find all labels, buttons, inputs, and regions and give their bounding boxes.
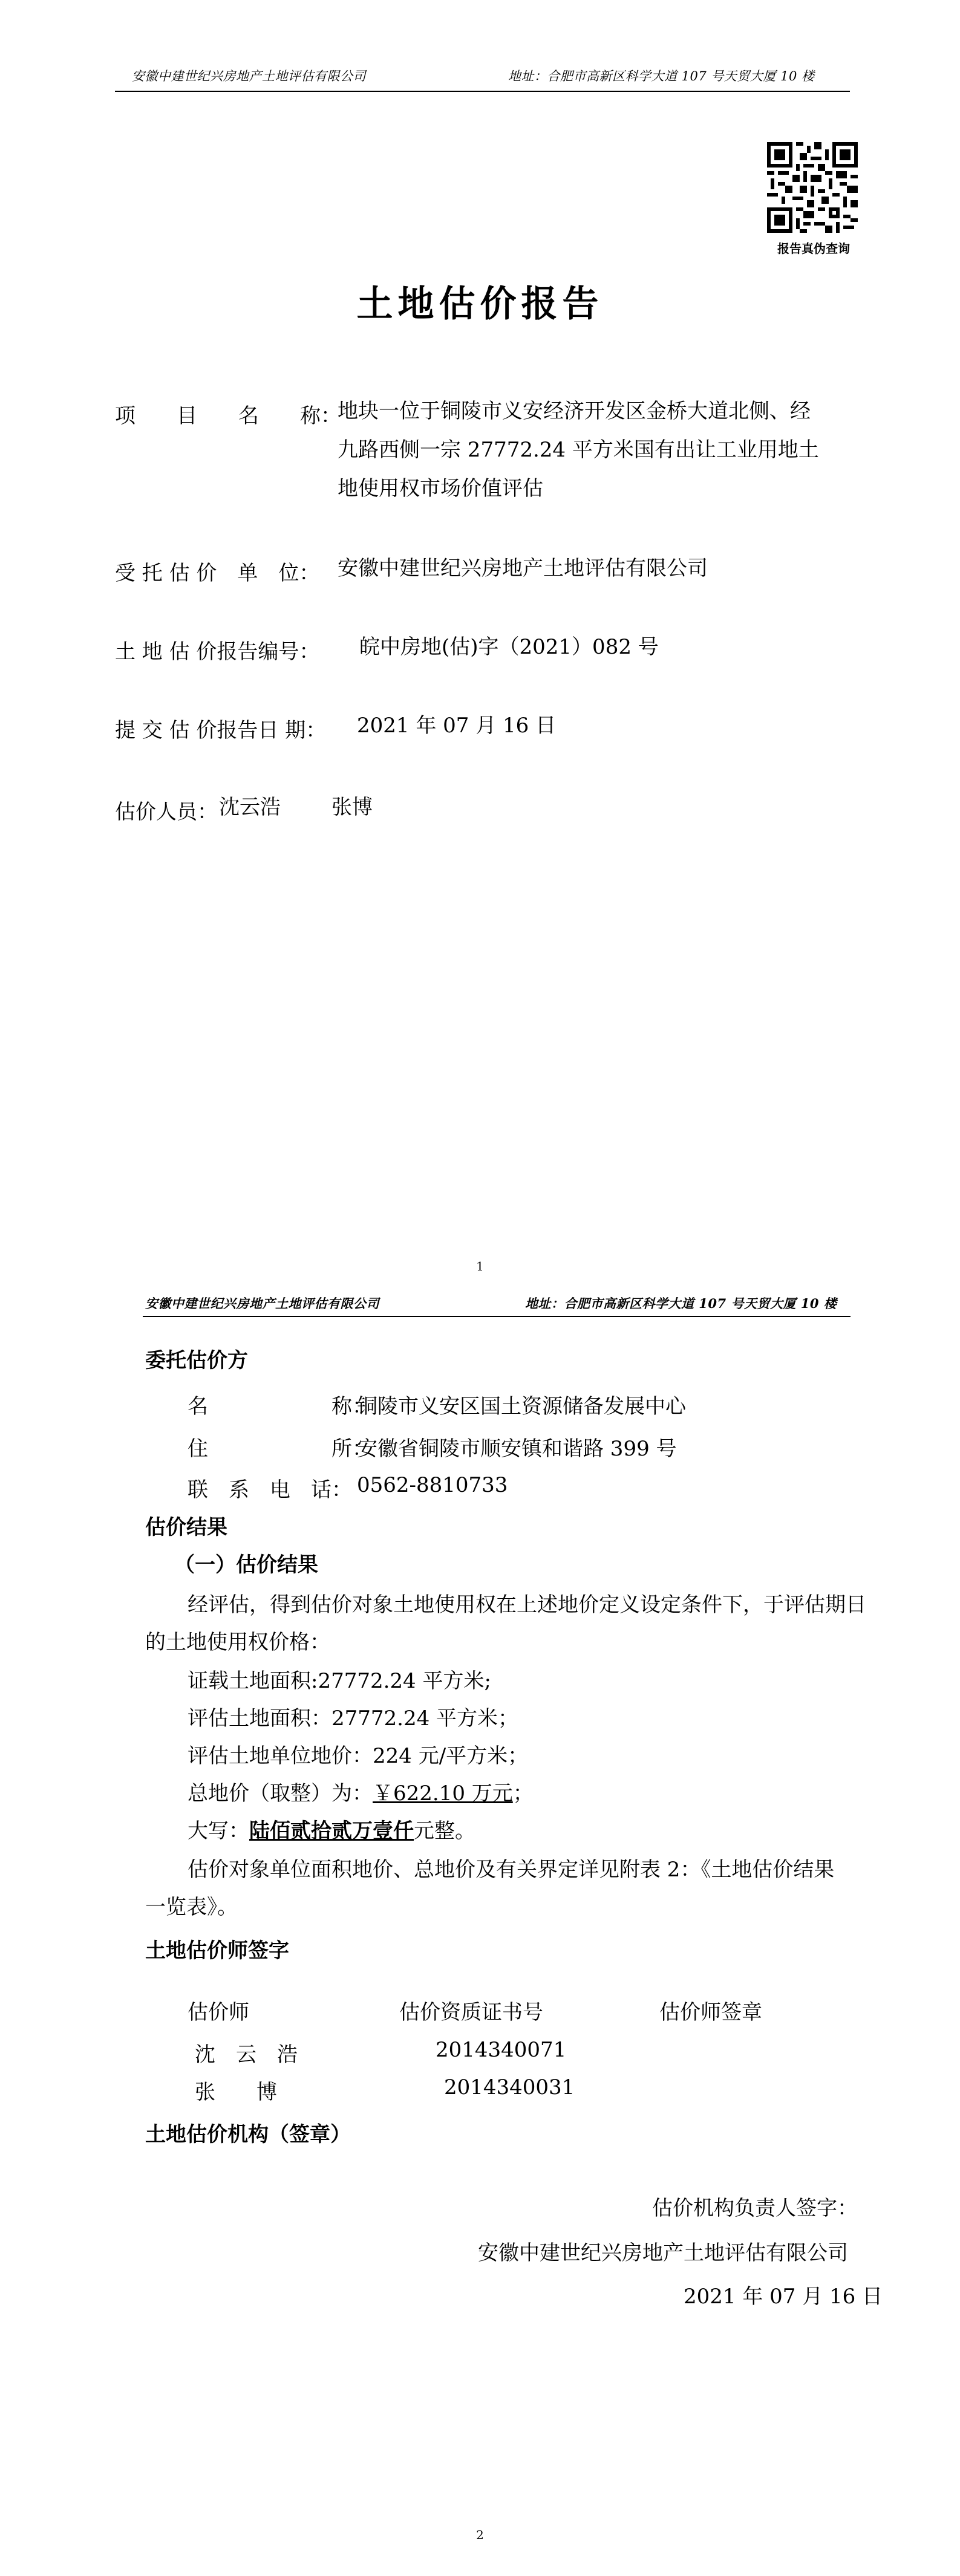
org-head-signature-label: 估价机构负责人签字： (652, 2196, 858, 2220)
col-seal: 估价师签章 (659, 2000, 762, 2025)
result-heading: 估价结果 (145, 1515, 227, 1540)
appraiser-row-name: 沈 云 浩 (195, 2043, 298, 2067)
qr-code-icon (767, 142, 858, 233)
header-company: 安徽中建世纪兴房地产土地评估有限公司 (132, 69, 366, 83)
result-paragraph-line-2: 的土地使用权价格： (145, 1630, 330, 1654)
header-rule (143, 1316, 851, 1317)
total-price-line (188, 1777, 534, 1806)
total-price-end: ； (512, 1781, 534, 1806)
entrust-label: 受 托 估 价 单 位： (115, 561, 320, 585)
client-name-label: 名 称： (188, 1394, 373, 1419)
project-value-line-3: 地使用权市场价值评估 (338, 476, 543, 501)
report-number-value: 皖中房地(估)字（2021）082 号 (359, 635, 659, 659)
project-label: 项 目 名 称： (115, 404, 341, 428)
col-cert-number: 估价资质证书号 (399, 2000, 543, 2025)
total-price-label: 总地价（取整）为： (188, 1781, 373, 1806)
detail-line-2: 一览表》。 (145, 1895, 238, 1919)
client-phone-label: 联 系 电 话： (188, 1478, 352, 1502)
result-subheading: （一）估价结果 (174, 1553, 318, 1577)
project-value-line-2: 九路西侧一宗 27772.24 平方米国有出让工业用地土 (338, 438, 819, 462)
page-number: 2 (476, 2528, 484, 2542)
capital-value: 陆佰贰拾贰万壹仟 (249, 1819, 414, 1843)
appraiser-row-name: 张 博 (195, 2080, 277, 2104)
unit-price: 评估土地单位地价：224 元/平方米； (188, 1744, 529, 1768)
org-heading: 土地估价机构（签章） (145, 2122, 351, 2147)
signature-heading: 土地估价师签字 (145, 1939, 289, 1963)
org-date: 2021 年 07 月 16 日 (684, 2285, 883, 2309)
header-address: 地址：合肥市高新区科学大道 107 号天贸大厦 10 楼 (508, 69, 815, 83)
total-price-value: ￥622.10 万元 (373, 1781, 513, 1806)
client-phone-value: 0562-8810733 (357, 1473, 508, 1497)
report-number-label: 土 地 估 价报告编号： (115, 640, 320, 664)
submit-date-value: 2021 年 07 月 16 日 (357, 714, 557, 738)
client-address-label: 住 所： (188, 1437, 373, 1461)
capital-amount-line (188, 1814, 475, 1844)
client-address-value: 安徽省铜陵市顺安镇和谐路 399 号 (357, 1437, 677, 1461)
appraisers-label: 估价人员： (115, 800, 218, 824)
appraiser-name-1: 沈云浩 (219, 795, 281, 819)
header-rule (115, 91, 850, 92)
appraiser-row-cert: 2014340031 (444, 2075, 575, 2100)
col-appraiser: 估价师 (188, 2000, 249, 2025)
result-paragraph-line-1: 经评估，得到估价对象土地使用权在上述地价定义设定条件下，于评估期日 (188, 1593, 866, 1617)
detail-line-1: 估价对象单位面积地价、总地价及有关界定详见附表 2：《土地估价结果 (188, 1858, 835, 1882)
header-address: 地址：合肥市高新区科学大道 107 号天贸大厦 10 楼 (525, 1296, 837, 1311)
capital-label: 大写： (188, 1819, 249, 1843)
org-name: 安徽中建世纪兴房地产土地评估有限公司 (478, 2241, 848, 2265)
report-title: 土地估价报告 (356, 283, 604, 325)
project-value-line-1: 地块一位于铜陵市义安经济开发区金桥大道北侧、经 (338, 399, 811, 423)
client-name-value: 铜陵市义安区国土资源储备发展中心 (357, 1394, 686, 1419)
qr-caption: 报告真伪查询 (777, 241, 850, 256)
client-heading: 委托估价方 (145, 1348, 248, 1373)
header-company: 安徽中建世纪兴房地产土地评估有限公司 (145, 1296, 379, 1311)
submit-date-label: 提 交 估 价报告日 期： (115, 718, 327, 743)
report-page-2 (0, 1288, 960, 2576)
appraiser-name-2: 张博 (331, 795, 373, 819)
appraiser-row-cert: 2014340071 (436, 2038, 567, 2062)
certified-area: 证载土地面积:27772.24 平方米; (188, 1669, 491, 1693)
entrust-value: 安徽中建世纪兴房地产土地评估有限公司 (338, 556, 708, 581)
page-number: 1 (476, 1259, 484, 1273)
evaluated-area: 评估土地面积：27772.24 平方米； (188, 1706, 519, 1731)
capital-end: 元整。 (414, 1819, 475, 1843)
